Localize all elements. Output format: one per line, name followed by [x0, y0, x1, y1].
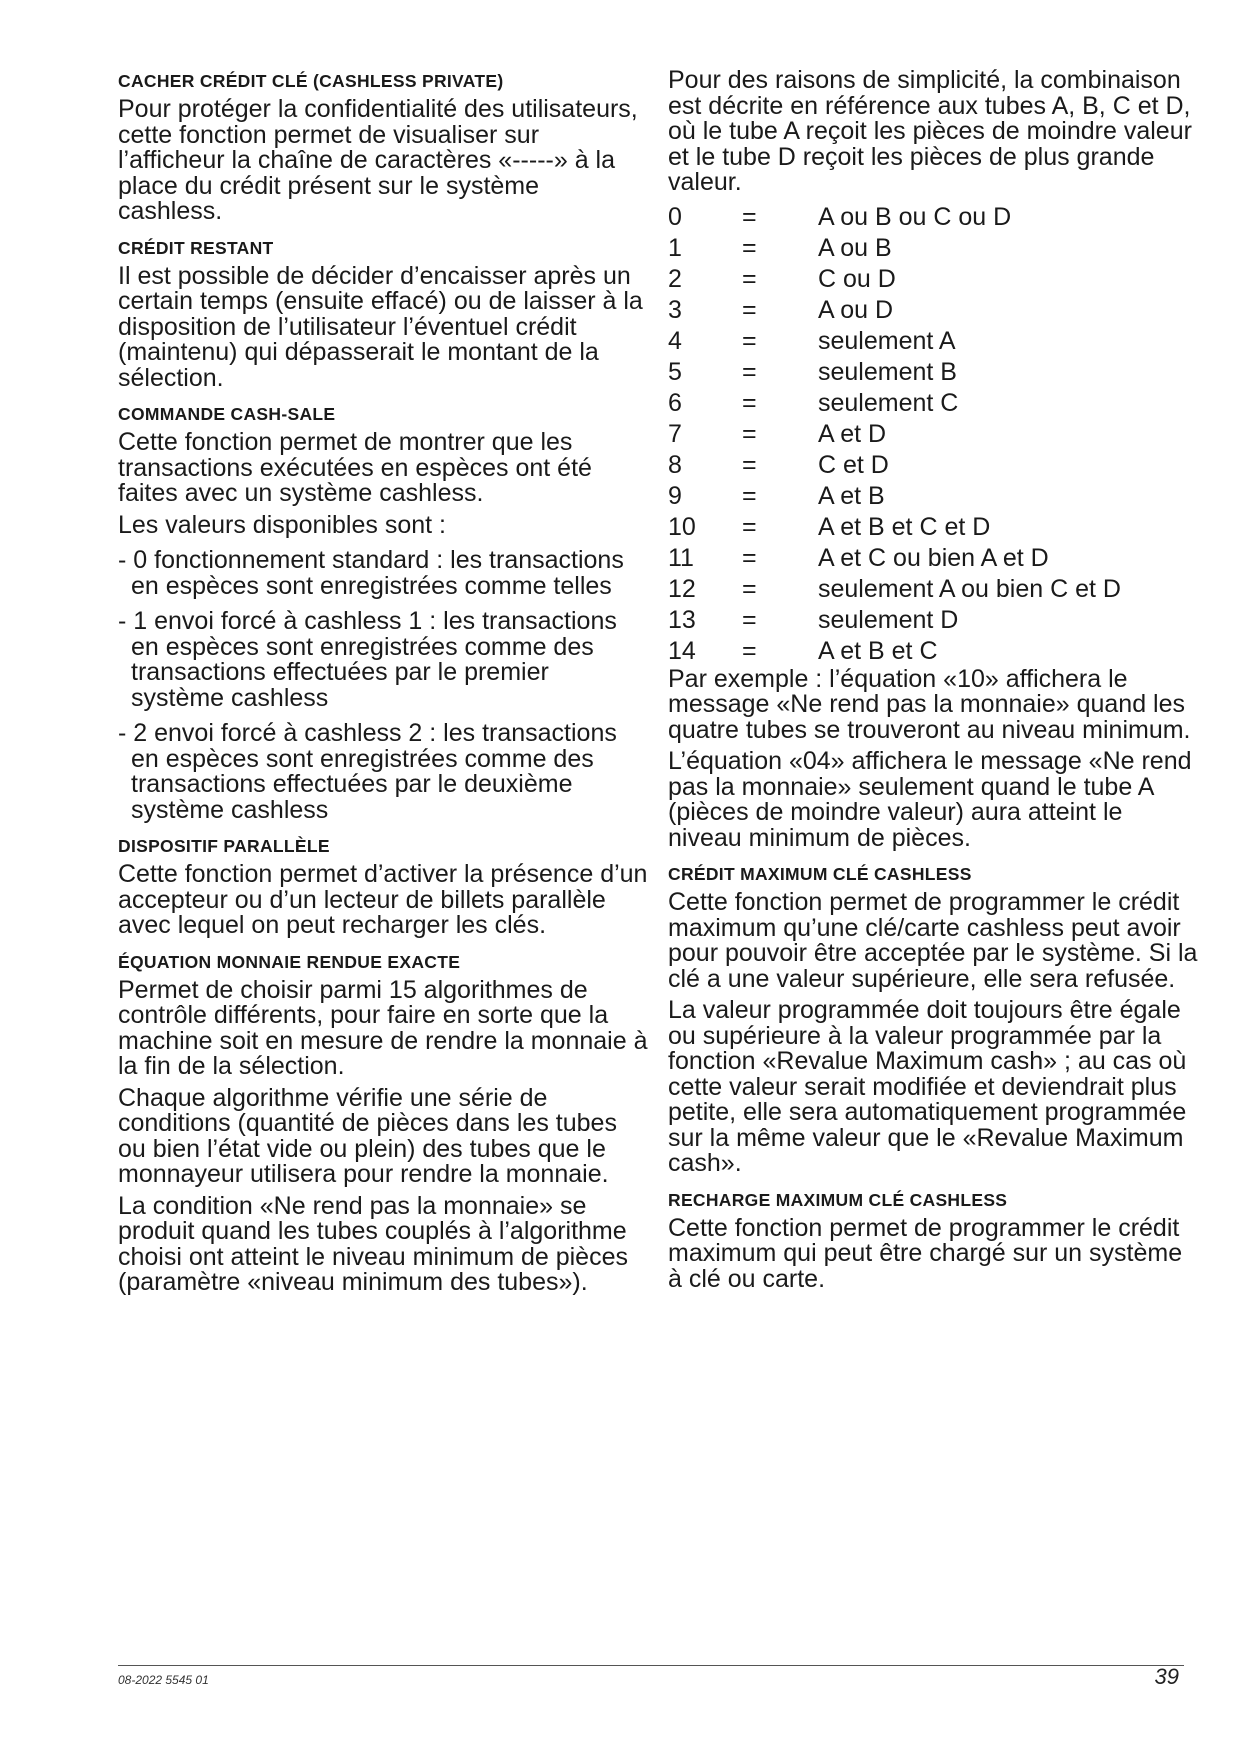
section-heading-recharge-maximum: RECHARGE MAXIMUM CLÉ CASHLESS	[668, 1189, 1008, 1210]
equation-number: 7	[668, 419, 682, 448]
section-heading-cacher-credit: CACHER CRÉDIT CLÉ (CASHLESS PRIVATE)	[118, 71, 504, 91]
equation-value: A ou B ou C ou D	[818, 202, 1012, 231]
paragraph: Les valeurs disponibles sont :	[118, 510, 446, 539]
paragraph: Cette fonction permet de programmer le crédit maximum qu’une clé/carte cashless peut avoir pour pouvoir être acceptée par le système. Si la clé a une valeur supérieure, elle sera refusée.	[668, 888, 1198, 993]
section-heading-equation-monnaie: ÉQUATION MONNAIE RENDUE EXACTE	[118, 951, 461, 972]
equation-row	[668, 233, 1198, 264]
equation-value: A et C ou bien A et D	[818, 543, 1049, 572]
equation-value: seulement D	[818, 605, 959, 634]
equation-number: 9	[668, 481, 682, 510]
paragraph: Permet de choisir parmi 15 algorithmes de contrôle différents, pour faire en sorte que la machine soit en mesure de rendre la monnaie à la fin de la sélection.	[118, 975, 648, 1080]
equation-number: 2	[668, 264, 682, 293]
equals-sign: =	[742, 481, 757, 510]
document-code: 08-2022 5545 01	[118, 1673, 209, 1687]
equation-number: 10	[668, 512, 696, 541]
equation-row	[668, 295, 1198, 326]
equals-sign: =	[742, 574, 757, 603]
equation-number: 4	[668, 326, 682, 355]
footer-divider	[118, 1665, 1184, 1666]
equals-sign: =	[742, 543, 757, 572]
paragraph: Pour protéger la confidentialité des utilisateurs, cette fonction permet de visualiser sur l’afficheur la chaîne de caractères «-----» à la place du crédit présent sur le système cashless.	[118, 95, 638, 225]
section-heading-credit-maximum: CRÉDIT MAXIMUM CLÉ CASHLESS	[668, 864, 972, 884]
section-heading-dispositif-parallele: DISPOSITIF PARALLÈLE	[118, 836, 330, 856]
equation-value: C et D	[818, 450, 889, 479]
paragraph: Chaque algorithme vérifie une série de conditions (quantité de pièces dans les tubes ou bien l’état vide ou plein) des tubes que le monnayeur utilisera pour rendre la monnaie.	[118, 1083, 617, 1188]
equation-number: 5	[668, 357, 682, 386]
page-number: 39	[1154, 1664, 1179, 1689]
bullet-item: - 2 envoi forcé à cashless 2 : les transactions en espèces sont enregistrées comme des transactions effectuées par le deuxième système cashless	[118, 719, 617, 824]
equals-sign: =	[742, 636, 757, 665]
equation-row	[668, 326, 1198, 357]
equation-value: A et D	[818, 419, 887, 448]
equation-number: 12	[668, 574, 696, 603]
equals-sign: =	[742, 264, 757, 293]
bullet-item: - 0 fonctionnement standard : les transactions en espèces sont enregistrées comme telles	[118, 546, 624, 600]
equation-row	[668, 357, 1198, 388]
equation-number: 8	[668, 450, 682, 479]
right-column	[668, 68, 1198, 1298]
equation-number: 13	[668, 605, 696, 634]
equation-row	[668, 512, 1198, 543]
equation-value: C ou D	[818, 264, 896, 293]
paragraph: Il est possible de décider d’encaisser après un certain temps (ensuite effacé) ou de laisser à la disposition de l’utilisateur l’éventuel crédit (maintenu) qui dépasserait le montant de la sélection.	[118, 261, 643, 392]
equation-list	[668, 202, 1198, 667]
equals-sign: =	[742, 388, 757, 417]
equation-value: A et B et C et D	[818, 512, 991, 541]
equation-value: A ou D	[818, 295, 894, 324]
equals-sign: =	[742, 202, 757, 231]
equation-value: seulement A	[818, 326, 956, 355]
equation-number: 3	[668, 295, 682, 324]
equation-row	[668, 574, 1198, 605]
equals-sign: =	[742, 605, 757, 634]
section-heading-credit-restant: CRÉDIT RESTANT	[118, 237, 274, 258]
equation-row	[668, 450, 1198, 481]
equation-value: seulement A ou bien C et D	[818, 574, 1121, 603]
left-column	[118, 68, 648, 1302]
paragraph: La valeur programmée doit toujours être égale ou supérieure à la valeur programmée par la fonction «Revalue Maximum cash» ; au cas où cette valeur serait modifiée et deviendrait plus petite, elle sera automatiquement programmée sur la même valeur que le «Revalue Maximum cash».	[668, 996, 1187, 1177]
equation-row	[668, 264, 1198, 295]
equation-row	[668, 481, 1198, 512]
paragraph: La condition «Ne rend pas la monnaie» se produit quand les tubes couplés à l’algorithme choisi ont atteint le niveau minimum de pièces (paramètre «niveau minimum des tubes»).	[118, 1191, 628, 1296]
intro-paragraph: Pour des raisons de simplicité, la combinaison est décrite en référence aux tubes A, B, C et D, où le tube A reçoit les pièces de moindre valeur et le tube D reçoit les pièces de plus grande valeur.	[668, 66, 1192, 196]
equation-value: seulement C	[818, 388, 959, 417]
equation-number: 1	[668, 233, 682, 262]
equation-value: A ou B	[818, 233, 892, 262]
equals-sign: =	[742, 512, 757, 541]
paragraph: Cette fonction permet de programmer le crédit maximum qui peut être chargé sur un système à clé ou carte.	[668, 1213, 1183, 1293]
equals-sign: =	[742, 450, 757, 479]
equation-value: A et B	[818, 481, 885, 510]
equation-value: A et B et C	[818, 636, 938, 665]
equals-sign: =	[742, 233, 757, 262]
equation-number: 11	[668, 543, 694, 572]
equation-row	[668, 419, 1198, 450]
equals-sign: =	[742, 295, 757, 324]
equation-row	[668, 543, 1198, 574]
equation-number: 0	[668, 202, 682, 231]
equation-row	[668, 636, 1198, 667]
equation-number: 14	[668, 636, 696, 665]
equation-number: 6	[668, 388, 682, 417]
paragraph: L’équation «04» affichera le message «Ne rend pas la monnaie» seulement quand le tube A (pièces de moindre valeur) aura atteint le niveau minimum de pièces.	[668, 747, 1192, 852]
equation-value: seulement B	[818, 357, 957, 386]
paragraph: Par exemple : l’équation «10» affichera le message «Ne rend pas la monnaie» quand les quatre tubes se trouveront au niveau minimum.	[668, 664, 1191, 744]
section-heading-commande-cash-sale: COMMANDE CASH-SALE	[118, 404, 336, 424]
equals-sign: =	[742, 419, 757, 448]
equals-sign: =	[742, 357, 757, 386]
equals-sign: =	[742, 326, 757, 355]
equation-row	[668, 202, 1198, 233]
paragraph: Cette fonction permet de montrer que les transactions exécutées en espèces ont été faites avec un système cashless.	[118, 428, 592, 507]
paragraph: Cette fonction permet d’activer la présence d’un accepteur ou d’un lecteur de billets parallèle avec lequel on peut recharger les clés.	[118, 860, 648, 939]
bullet-item: - 1 envoi forcé à cashless 1 : les transactions en espèces sont enregistrées comme des transactions effectuées par le premier système cashless	[118, 607, 617, 712]
equation-row	[668, 605, 1198, 636]
equation-row	[668, 388, 1198, 419]
